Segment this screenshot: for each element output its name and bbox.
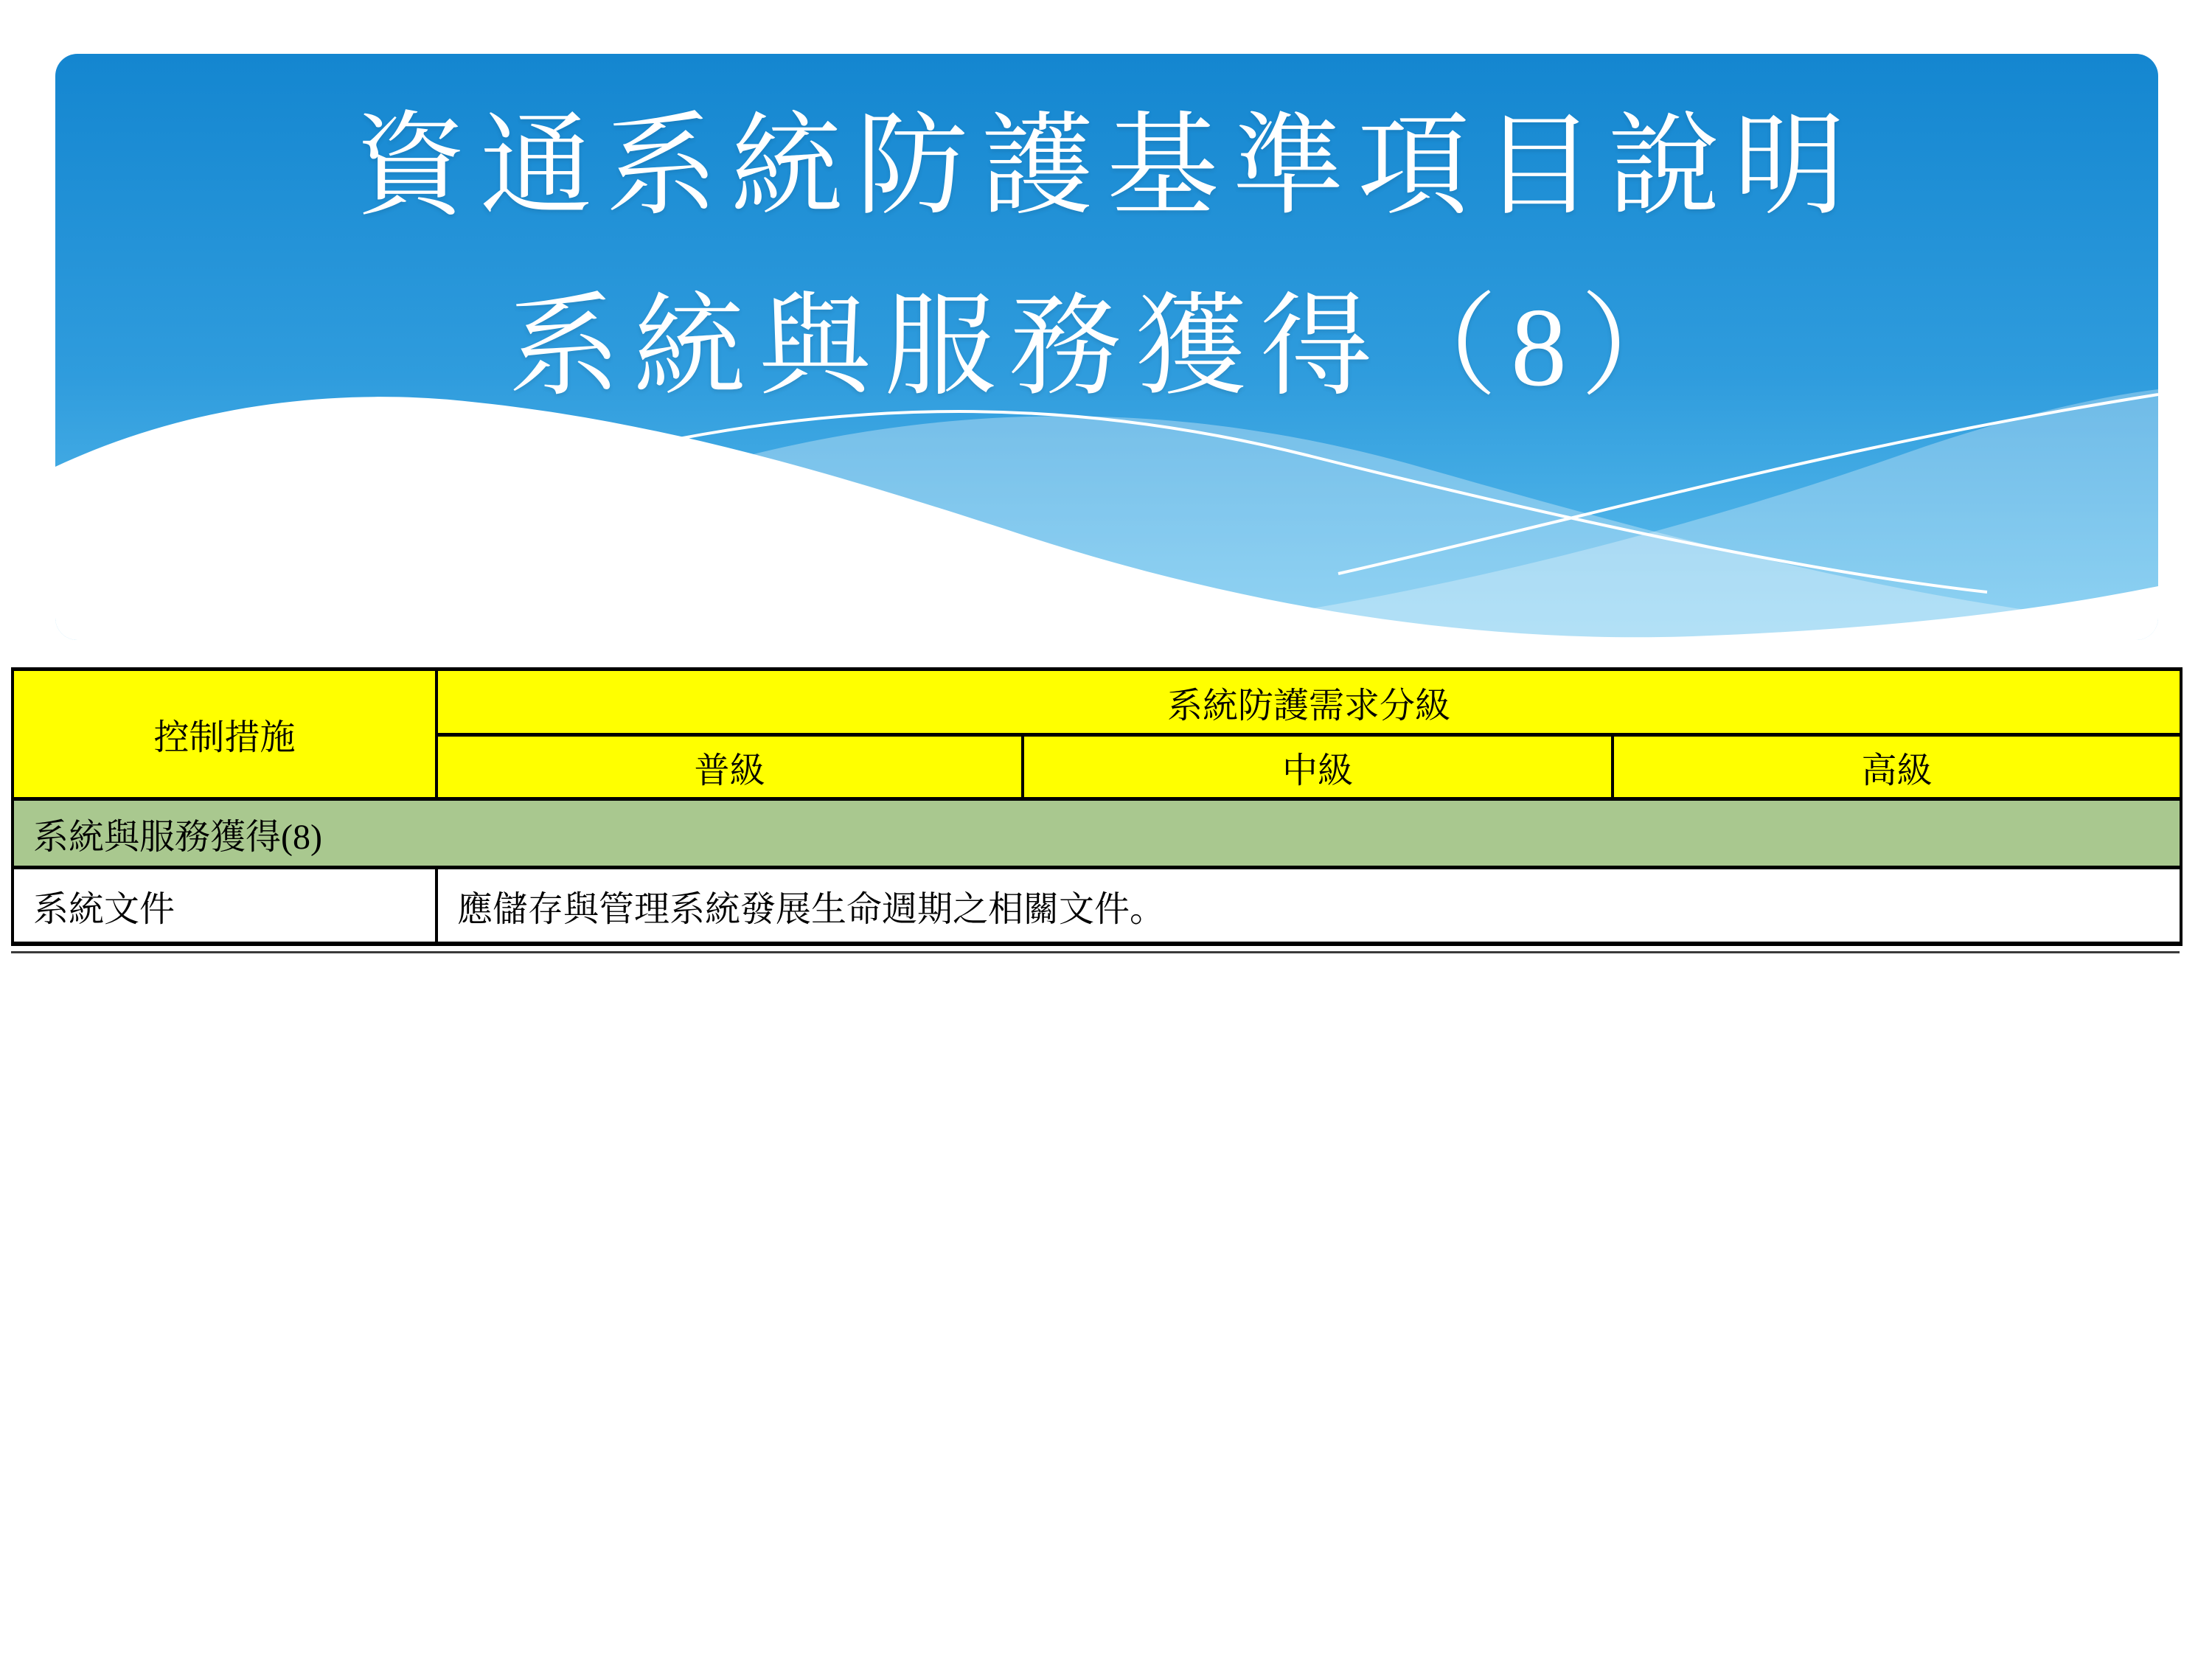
header-cell-control-measure: 控制措施 bbox=[13, 669, 437, 799]
protection-baseline-table bbox=[11, 667, 2183, 946]
header-cell-level-high: 高級 bbox=[1613, 735, 2181, 799]
row-measure-description: 應儲存與管理系統發展生命週期之相關文件。 bbox=[437, 868, 2181, 945]
row-measure-name: 系統文件 bbox=[13, 868, 437, 945]
slide-header-banner bbox=[55, 54, 2158, 640]
section-row-label: 系統與服務獲得(8) bbox=[13, 799, 2181, 868]
slide-title-line-2: 系統與服務獲得（8） bbox=[508, 285, 1705, 409]
header-cell-level-normal: 普級 bbox=[437, 735, 1023, 799]
header-cell-classification: 系統防護需求分級 bbox=[437, 669, 2181, 735]
slide-title-line-1: 資通系統防護基準項目說明 bbox=[355, 105, 1859, 229]
header-cell-level-medium: 中級 bbox=[1023, 735, 1613, 799]
table-bottom-rule bbox=[11, 951, 2180, 953]
